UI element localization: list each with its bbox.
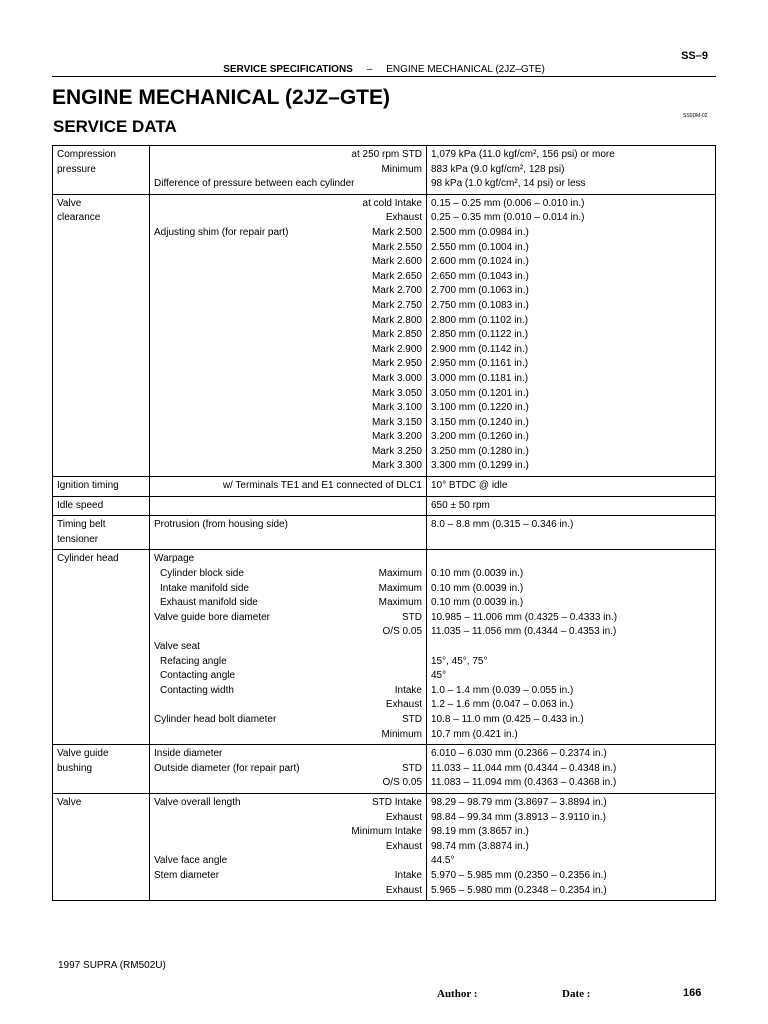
condition-line <box>154 163 422 178</box>
spec-value <box>431 640 711 655</box>
condition-line <box>154 854 422 869</box>
condition-qualifier: O/S 0.05 <box>382 626 422 638</box>
spec-value: 3.150 mm (0.1240 in.) <box>431 416 529 428</box>
condition-qualifier: STD <box>402 611 422 623</box>
spec-value: 2.950 mm (0.1161 in.) <box>431 358 529 370</box>
table-row <box>53 146 716 195</box>
condition-label: Inside diameter <box>154 748 223 760</box>
condition-cell <box>150 477 427 497</box>
condition-qualifier: Mark 2.650 <box>371 270 422 282</box>
condition-qualifier: Mark 2.500 <box>371 226 422 238</box>
spec-value: 5.965 – 5.980 mm (0.2348 – 0.2354 in.) <box>431 884 607 896</box>
item-label: Cylinder head <box>57 553 119 565</box>
spec-value: 2.700 mm (0.1063 in.) <box>431 285 529 297</box>
value-cell <box>427 745 716 794</box>
condition-qualifier: Mark 2.550 <box>371 241 422 253</box>
condition-qualifier: Mark 3.300 <box>371 460 422 472</box>
condition-qualifier: Minimum Intake <box>351 826 422 838</box>
item-label: Valve <box>57 796 82 808</box>
condition-line <box>154 177 422 192</box>
header-separator: – <box>366 64 373 75</box>
spec-value: 3.200 mm (0.1260 in.) <box>431 431 529 443</box>
page-number: 166 <box>683 987 702 999</box>
condition-label: Cylinder block side <box>160 568 244 580</box>
condition-label: Stem diameter <box>154 869 220 881</box>
header-rule <box>52 76 716 77</box>
item-cell <box>53 194 150 476</box>
condition-label: Valve seat <box>154 641 200 652</box>
condition-qualifier: Mark 2.950 <box>371 358 422 370</box>
condition-line <box>154 211 422 226</box>
condition-qualifier: Mark 2.600 <box>371 256 422 268</box>
condition-line <box>154 416 422 431</box>
condition-line <box>154 479 422 494</box>
spec-value: 98 kPa (1.0 kgf/cm², 14 psi) or less <box>431 178 586 190</box>
condition-cell <box>150 745 427 794</box>
spec-value: 0.10 mm (0.0039 in.) <box>431 568 524 580</box>
condition-line <box>154 255 422 270</box>
spec-value: 2.750 mm (0.1083 in.) <box>431 299 529 311</box>
condition-line <box>154 430 422 445</box>
condition-qualifier: Mark 3.050 <box>371 387 422 399</box>
condition-line <box>154 241 422 256</box>
table-row <box>53 516 716 550</box>
condition-qualifier: Mark 2.800 <box>371 314 422 326</box>
spec-value: 0.25 – 0.35 mm (0.010 – 0.014 in.) <box>431 212 585 224</box>
condition-label: Outside diameter (for repair part) <box>154 762 300 774</box>
condition-line <box>154 533 422 548</box>
condition-qualifier: Minimum <box>381 728 422 740</box>
condition-line <box>154 796 422 811</box>
item-cell <box>53 793 150 900</box>
item-cell <box>53 516 150 550</box>
condition-line <box>154 698 422 713</box>
condition-qualifier: Mark 3.100 <box>371 402 422 414</box>
condition-label: Exhaust manifold side <box>160 597 258 609</box>
item-label: Idle speed <box>57 499 104 511</box>
condition-line <box>154 840 422 855</box>
condition-qualifier: Mark 3.200 <box>371 431 422 443</box>
item-label: Compression <box>57 149 116 160</box>
condition-line <box>154 148 422 163</box>
condition-label: Adjusting shim (for repair part) <box>154 226 289 238</box>
spec-value: 10° BTDC @ idle <box>431 480 508 492</box>
condition-line <box>154 357 422 372</box>
spec-value: 0.15 – 0.25 mm (0.006 – 0.010 in.) <box>431 197 585 209</box>
condition-line <box>154 728 422 743</box>
spec-value: 2.850 mm (0.1122 in.) <box>431 329 529 341</box>
condition-line <box>154 552 422 567</box>
spec-value: 3.300 mm (0.1299 in.) <box>431 460 529 472</box>
condition-qualifier: STD <box>402 762 422 774</box>
condition-line <box>154 684 422 699</box>
condition-line <box>154 611 422 626</box>
condition-line <box>154 314 422 329</box>
item-label: clearance <box>57 212 101 224</box>
condition-label: Contacting width <box>160 684 234 696</box>
spec-value: 3.250 mm (0.1280 in.) <box>431 445 529 457</box>
section-title: SERVICE DATA <box>53 117 177 136</box>
condition-line <box>154 825 422 840</box>
spec-value <box>431 552 711 567</box>
item-cell <box>53 477 150 497</box>
condition-line <box>154 459 422 474</box>
page-label: SS–9 <box>681 50 708 62</box>
condition-qualifier: at 250 rpm STD <box>351 149 422 160</box>
condition-line <box>154 343 422 358</box>
condition-qualifier: Exhaust <box>385 699 422 711</box>
spec-value: 2.900 mm (0.1142 in.) <box>431 343 529 355</box>
condition-line <box>154 655 422 670</box>
value-cell <box>427 550 716 745</box>
spec-value: 2.800 mm (0.1102 in.) <box>431 314 529 326</box>
condition-cell <box>150 516 427 550</box>
condition-qualifier: Minimum <box>381 163 422 175</box>
condition-line <box>154 811 422 826</box>
condition-cell <box>150 550 427 745</box>
item-label: Valve <box>57 197 82 209</box>
footer-model: 1997 SUPRA (RM502U) <box>58 960 166 971</box>
spec-value: 2.600 mm (0.1024 in.) <box>431 256 529 268</box>
item-label: pressure <box>57 163 96 175</box>
spec-value: 1.2 – 1.6 mm (0.047 – 0.063 in.) <box>431 699 574 711</box>
header-section: SERVICE SPECIFICATIONS <box>223 64 353 75</box>
condition-qualifier: at cold Intake <box>362 197 422 209</box>
condition-line <box>154 284 422 299</box>
value-cell <box>427 146 716 195</box>
item-label: bushing <box>57 762 93 774</box>
value-cell <box>427 793 716 900</box>
item-cell <box>53 496 150 516</box>
condition-label: Valve overall length <box>154 796 241 808</box>
table-row <box>53 550 716 745</box>
condition-qualifier: Mark 2.900 <box>371 343 422 355</box>
document-code: SS0DM-02 <box>683 113 708 119</box>
spec-value: 1.0 – 1.4 mm (0.039 – 0.055 in.) <box>431 684 574 696</box>
condition-line <box>154 567 422 582</box>
footer-author: Author : <box>437 988 478 1000</box>
condition-qualifier: w/ Terminals TE1 and E1 connected of DLC1 <box>222 480 422 492</box>
table-row <box>53 496 716 516</box>
item-cell <box>53 146 150 195</box>
condition-qualifier: STD <box>402 713 422 725</box>
condition-line <box>154 625 422 640</box>
condition-line <box>154 869 422 884</box>
spec-value: 650 ± 50 rpm <box>431 499 490 511</box>
table-row <box>53 793 716 900</box>
condition-qualifier: Mark 3.250 <box>371 445 422 457</box>
condition-line <box>154 328 422 343</box>
condition-line <box>154 884 422 899</box>
condition-line <box>154 299 422 314</box>
condition-line <box>154 596 422 611</box>
spec-value: 98.19 mm (3.8657 in.) <box>431 826 529 838</box>
spec-value: 3.100 mm (0.1220 in.) <box>431 402 529 414</box>
condition-label: Contacting angle <box>160 670 236 682</box>
condition-label: Warpage <box>154 553 195 565</box>
spec-value: 3.050 mm (0.1201 in.) <box>431 387 529 399</box>
running-header <box>52 64 716 75</box>
service-data-table <box>52 145 716 901</box>
condition-label: Intake manifold side <box>160 582 249 594</box>
condition-qualifier: Mark 3.150 <box>371 416 422 428</box>
spec-value: 10.7 mm (0.421 in.) <box>431 728 518 740</box>
condition-line <box>154 747 422 762</box>
spec-value: 0.10 mm (0.0039 in.) <box>431 597 524 609</box>
spec-value: 98.74 mm (3.8874 in.) <box>431 840 529 852</box>
value-cell <box>427 516 716 550</box>
condition-line <box>154 776 422 791</box>
condition-qualifier: O/S 0.05 <box>382 777 422 789</box>
condition-qualifier: Mark 2.850 <box>371 329 422 341</box>
condition-label: Difference of pressure between each cylinder <box>154 178 355 190</box>
condition-cell <box>150 146 427 195</box>
condition-qualifier: Maximum <box>378 597 422 609</box>
condition-line <box>154 499 422 514</box>
condition-label: Valve guide bore diameter <box>154 611 270 623</box>
condition-line <box>154 582 422 597</box>
condition-qualifier: Mark 2.700 <box>371 285 422 297</box>
value-cell <box>427 477 716 497</box>
spec-value: 3.000 mm (0.1181 in.) <box>431 372 529 384</box>
condition-line <box>154 387 422 402</box>
spec-value: 1,079 kPa (11.0 kgf/cm², 156 psi) or more <box>431 149 615 160</box>
condition-line <box>154 713 422 728</box>
footer-date: Date : <box>562 988 591 1000</box>
header-subsection: ENGINE MECHANICAL (2JZ–GTE) <box>386 64 545 75</box>
spec-value: 2.650 mm (0.1043 in.) <box>431 270 529 282</box>
spec-value: 0.10 mm (0.0039 in.) <box>431 582 524 594</box>
condition-qualifier: Maximum <box>378 582 422 594</box>
spec-value: 8.0 – 8.8 mm (0.315 – 0.346 in.) <box>431 519 574 531</box>
value-cell <box>427 194 716 476</box>
spec-value: 11.033 – 11.044 mm (0.4344 – 0.4348 in.) <box>431 762 617 774</box>
table-row <box>53 477 716 497</box>
condition-line <box>154 518 422 533</box>
condition-qualifier: Mark 2.750 <box>371 299 422 311</box>
condition-qualifier: Maximum <box>378 568 422 580</box>
item-cell <box>53 745 150 794</box>
condition-line <box>154 270 422 285</box>
spec-value: 2.500 mm (0.0984 in.) <box>431 226 529 238</box>
condition-qualifier: STD Intake <box>371 796 422 808</box>
condition-line <box>154 197 422 212</box>
table-row <box>53 194 716 476</box>
spec-value: 45° <box>431 670 447 682</box>
condition-qualifier: Exhaust <box>385 840 422 852</box>
condition-line <box>154 401 422 416</box>
spec-value: 98.84 – 99.34 mm (3.8913 – 3.9110 in.) <box>431 811 606 823</box>
spec-value <box>431 533 711 548</box>
condition-label: Cylinder head bolt diameter <box>154 713 277 725</box>
item-label: tensioner <box>57 533 99 545</box>
item-cell <box>53 550 150 745</box>
condition-qualifier: Exhaust <box>385 884 422 896</box>
condition-line <box>154 445 422 460</box>
item-label: Valve guide <box>57 748 109 760</box>
spec-value: 11.035 – 11.056 mm (0.4344 – 0.4353 in.) <box>431 626 617 638</box>
item-label: Timing belt <box>57 519 106 531</box>
condition-qualifier: Intake <box>394 869 422 881</box>
condition-label: Protrusion (from housing side) <box>154 519 288 531</box>
spec-value: 15°, 45°, 75° <box>431 655 488 667</box>
spec-value: 883 kPa (9.0 kgf/cm², 128 psi) <box>431 163 565 175</box>
spec-value: 10.985 – 11.006 mm (0.4325 – 0.4333 in.) <box>431 611 618 623</box>
condition-line <box>154 762 422 777</box>
condition-line <box>154 669 422 684</box>
item-label: Ignition timing <box>57 480 119 492</box>
condition-cell <box>150 194 427 476</box>
value-cell <box>427 496 716 516</box>
spec-value: 44.5° <box>431 855 455 867</box>
spec-value: 10.8 – 11.0 mm (0.425 – 0.433 in.) <box>431 713 584 725</box>
condition-cell <box>150 496 427 516</box>
spec-value: 2.550 mm (0.1004 in.) <box>431 241 529 253</box>
spec-value: 98.29 – 98.79 mm (3.8697 – 3.8894 in.) <box>431 796 607 808</box>
spec-value: 11.083 – 11.094 mm (0.4363 – 0.4368 in.) <box>431 777 617 789</box>
condition-qualifier: Exhaust <box>385 811 422 823</box>
condition-line <box>154 226 422 241</box>
condition-qualifier: Intake <box>394 684 422 696</box>
condition-label: Valve face angle <box>154 855 228 867</box>
spec-value: 5.970 – 5.985 mm (0.2350 – 0.2356 in.) <box>431 869 607 881</box>
spec-value: 6.010 – 6.030 mm (0.2366 – 0.2374 in.) <box>431 748 607 760</box>
condition-line <box>154 372 422 387</box>
table-row <box>53 745 716 794</box>
page-title: ENGINE MECHANICAL (2JZ–GTE) <box>52 86 390 109</box>
condition-qualifier: Mark 3.000 <box>371 372 422 384</box>
condition-label: Refacing angle <box>160 655 227 667</box>
condition-qualifier: Exhaust <box>385 212 422 224</box>
condition-line <box>154 640 422 655</box>
condition-cell <box>150 793 427 900</box>
